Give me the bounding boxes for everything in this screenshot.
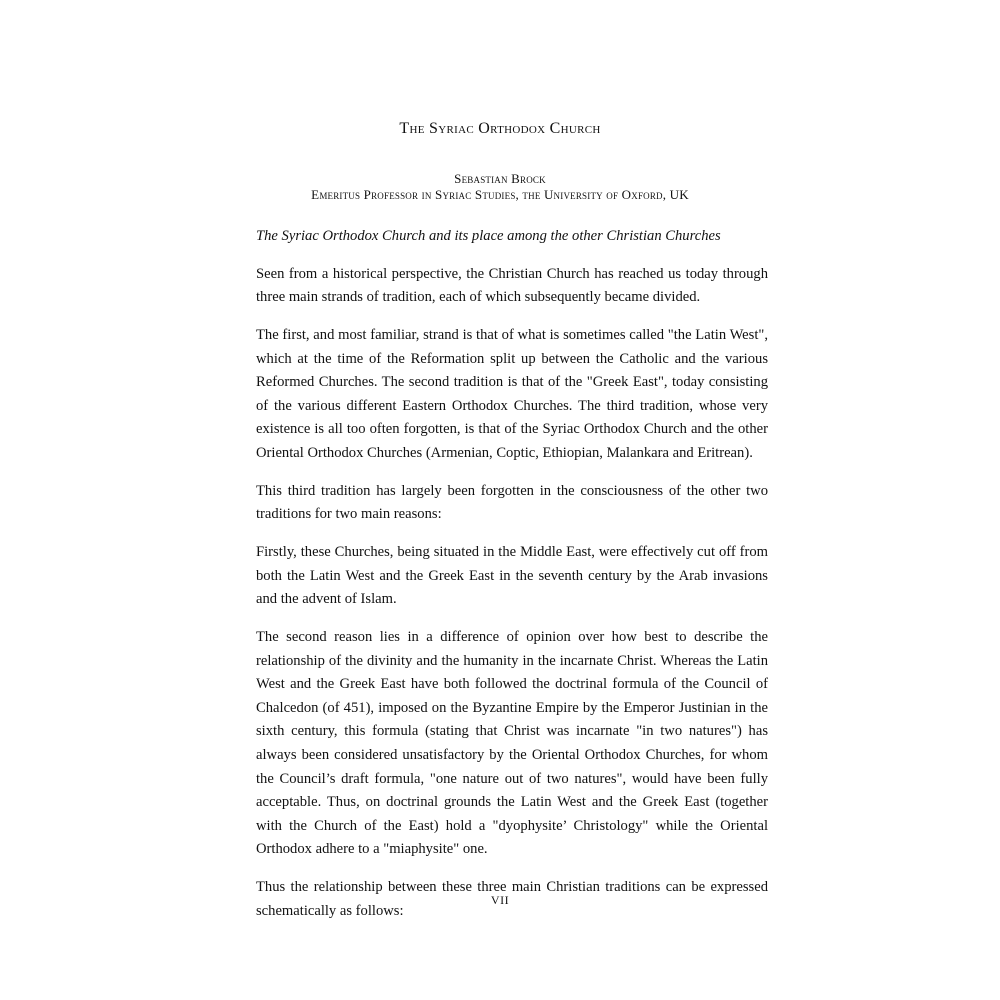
body-text — [256, 225, 768, 938]
paragraph: Thus the relationship between these three main Christian traditions can be expressed schematically as follows: — [256, 879, 768, 919]
paragraph: Seen from a historical perspective, the Christian Church has reached us today through three main strands of tradition, each of which subsequently became divided. — [256, 265, 768, 306]
author-affiliation: Emeritus Professor in Syriac Studies, the University of Oxford, UK — [311, 187, 689, 202]
paragraph: The second reason lies in a difference of opinion over how best to describe the relationship of the divinity and the humanity in the incarnate Christ. Whereas the Latin West and the Greek East have both followed the doctrinal formula of the Council of Chalcedon (of 451), imposed on the Byzantine Empire by the Emperor Justinian in the sixth century, this formula (stating that Christ was incarnate "in two natures") has always been considered unsatisfactory by the Oriental Orthodox Churches, for whom the Council’s draft formula, "one nature out of two natures", would have been fully acceptable. Thus, on doctrinal grounds the Latin West and the Greek East (together with the Church of the East) hold a "dyophysite’ Christology" while the Oriental Orthodox adhere to a "miaphysite" one. — [256, 629, 768, 858]
paragraph: Firstly, these Churches, being situated in the Middle East, were effectively cut off from both the Latin West and the Greek East in the seventh century by the Arab invasions and the advent of Islam. — [256, 544, 768, 608]
section-heading: The Syriac Orthodox Church and its place among the other Christian Churches — [256, 228, 721, 244]
page-title: The Syriac Orthodox Church — [399, 120, 601, 137]
paragraph: This third tradition has largely been forgotten in the consciousness of the other two traditions for two main reasons: — [256, 482, 768, 523]
byline — [0, 171, 1000, 203]
paragraph: The first, and most familiar, strand is that of what is sometimes called "the Latin West", which at the time of the Reformation split up between the Catholic and the various Reformed Churches. The second tradition is that of the "Greek East", today consisting of the various different Eastern Orthodox Churches. The third tradition, whose very existence is all too often forgotten, is that of the Syriac Orthodox Church and the other Oriental Orthodox Churches (Armenian, Coptic, Ethiopian, Malankara and Eritrean). — [256, 326, 768, 461]
author-name: Sebastian Brock — [454, 171, 546, 186]
page-number: VII — [490, 893, 510, 907]
